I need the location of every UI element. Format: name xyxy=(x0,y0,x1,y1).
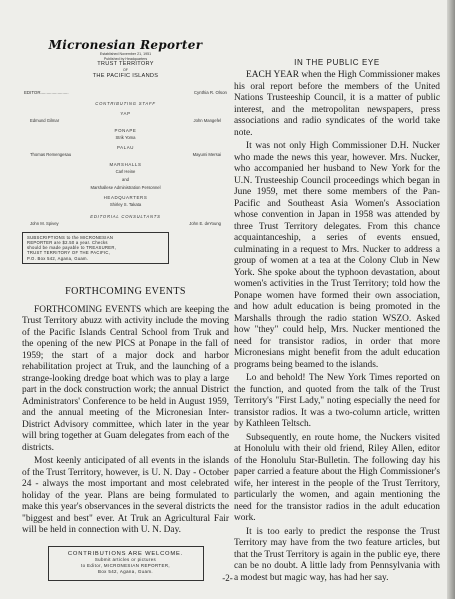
editorial-consultants-heading: EDITORIAL CONSULTANTS xyxy=(90,213,161,219)
subscriptions-line: should be made payable to TREASURER, xyxy=(27,245,117,251)
staff-name: Carl Heine xyxy=(115,169,136,175)
paragraph: It was not only High Commissioner D.H. Nucker who made the news this year, however. Mrs. Nucker, who accompanied her husband to New York for the U.N. Trusteeship Council proceedings which began in June 1959, met there some members of the Pan-Pacific and Southeast Asia Women's Association whose convention in Japan in 1958 was attended by three Trust Territory delegates. From this chance acquaintanceship, a series of events ensued, culminating in a request to Mrs. Nucker to address a group of women at a tea at the Colony Club in New York. She spoke about the typhoon devastation, about women's activities in the Trust Territory; told how the Ponape women have formed their own association, and how adult education is being promoted in the Marshalls through the radio station WSZO. Asked how "they" could help, Mrs. Nucker mentioned the need for transistor radios, in order that more Micronesians might benefit from the adult education programs being beamed to the islands. xyxy=(234,141,440,370)
paragraph: It is too early to predict the response the Trust Territory may have from the two feature articles, but that the Trust Territory is again in the public eye, there can be no doubt. A little lady from Pennsylvania with a modest but magic way, has had her say. xyxy=(234,526,440,583)
staff-name: Mayumi Mersai xyxy=(192,152,221,158)
staff-name: Marshallese Administration Personnel xyxy=(90,184,161,190)
masthead-established: Established November 21, 1951 xyxy=(99,52,152,56)
staff-name: and xyxy=(122,176,129,182)
editor-label: EDITOR....................... xyxy=(24,89,69,95)
yap-names xyxy=(22,118,229,123)
masthead-territory: TRUST TERRITORY xyxy=(97,61,154,68)
headquarters-label: HEADQUARTERS xyxy=(103,195,148,201)
staff-name: John E. deYoung xyxy=(189,220,221,226)
marshalls-label: MARSHALLS xyxy=(109,162,142,168)
editor-line xyxy=(22,90,229,95)
subscriptions-line: REPORTER are $2.50 a year. Checks xyxy=(27,239,108,245)
left-column xyxy=(22,38,229,581)
consultant-names xyxy=(22,221,229,226)
subscriptions-line: TRUST TERRITORY OF THE PACIFIC, xyxy=(27,250,111,256)
subscriptions-box xyxy=(22,232,169,264)
page-number: -2- xyxy=(222,573,233,583)
staff-name: Shirley S. Takata xyxy=(109,202,142,208)
contributions-line: Box 542, Agana, Guam. xyxy=(97,568,154,574)
subscriptions-line: SUBSCRIPTIONS to the MICRONESIAN xyxy=(27,234,114,240)
contributions-line: Submit articles or pictures xyxy=(94,556,157,562)
staff-name: Strik Yoma xyxy=(115,134,136,140)
paragraph: Most keenly anticipated of all events in the islands of the Trust Territory, however, is U. N. Day - October 24 - always the most important and most celebrated holiday of the year. Plans are being formulated to make this year's observances in the several districts the "biggest and best" ever. At Truk an Agricultural Fair will be held in connection with U. N. Day. xyxy=(22,456,229,536)
staff-name: Thomas Remengesau xyxy=(30,152,72,158)
page-edge-shadow xyxy=(447,0,455,599)
contributions-title: CONTRIBUTIONS ARE WELCOME. xyxy=(67,550,184,557)
staff-name: John M. Spivey xyxy=(30,220,59,226)
yap-label: YAP xyxy=(120,110,131,116)
public-eye-heading: IN THE PUBLIC EYE xyxy=(294,58,380,67)
staff-name: Edmund Gilmar xyxy=(30,117,60,123)
forthcoming-events-heading: FORTHCOMING EVENTS xyxy=(65,285,186,297)
contributing-staff-heading: CONTRIBUTING STAFF xyxy=(95,100,156,106)
right-column xyxy=(234,58,440,584)
masthead-publisher: Published by Headquarters xyxy=(103,56,148,61)
masthead-title: Micronesian Reporter xyxy=(48,38,203,52)
palau-names xyxy=(22,152,229,157)
ponape-label: PONAPE xyxy=(114,127,137,133)
staff-name: John Mangefel xyxy=(193,117,221,123)
masthead-of: OF xyxy=(123,68,128,73)
masthead-pacific-islands: THE PACIFIC ISLANDS xyxy=(92,72,159,79)
masthead xyxy=(22,38,229,80)
paragraph: Subsequently, en route home, the Nuckers visited at Honolulu with their old friend, Riley Allen, editor of the Honolulu Star-Bulletin. The following day his paper carried a feature about the High Commissioner's wife, her interest in the people of the Trust Territory, particularly the women, and again mentioning the need for the transistor radios in the adult education work. xyxy=(234,432,440,523)
forthcoming-events-body xyxy=(22,305,229,537)
paragraph: EACH YEAR when the High Commissioner makes his oral report before the members of the United Nations Trusteeship Council, it is a matter of public interest, and the metropolitan newspapers, press associations and radio syndicates of the world take note. xyxy=(234,70,440,138)
paragraph: FORTHCOMING EVENTS which are keeping the Trust Territory abuzz with activity include the moving of the Pacific Islands Central School from Truk and the opening of the new PICS at Ponape in the fall of 1959; the start of a major dock and harbor rehabilitation project at Truk, and the launching of a strange-looking dredge boat which was to play a large part in the dock construction work; the annual District Administrators' Conference to be held in August 1959, and the annual meeting of the Micronesian Inter-District Advisory committee, which later in the year will bring together at Guam delegates from each of the districts. xyxy=(22,304,229,453)
contributions-line: to Editor, MICRONESIAN REPORTER, xyxy=(80,562,171,568)
staff-listing xyxy=(22,101,229,226)
paragraph: Lo and behold! The New York Times reported on the function, and quoted from the talk of the Trust Territory's "First Lady," noting especially the need for transistor radios. It was a two-column article, written by Kathleen Teltsch. xyxy=(234,373,440,429)
editor-name: Cynthia R. Olson xyxy=(193,89,227,95)
subscriptions-line: P.O. Box 542, Agana, Guam. xyxy=(27,255,89,261)
palau-label: PALAU xyxy=(116,145,135,151)
